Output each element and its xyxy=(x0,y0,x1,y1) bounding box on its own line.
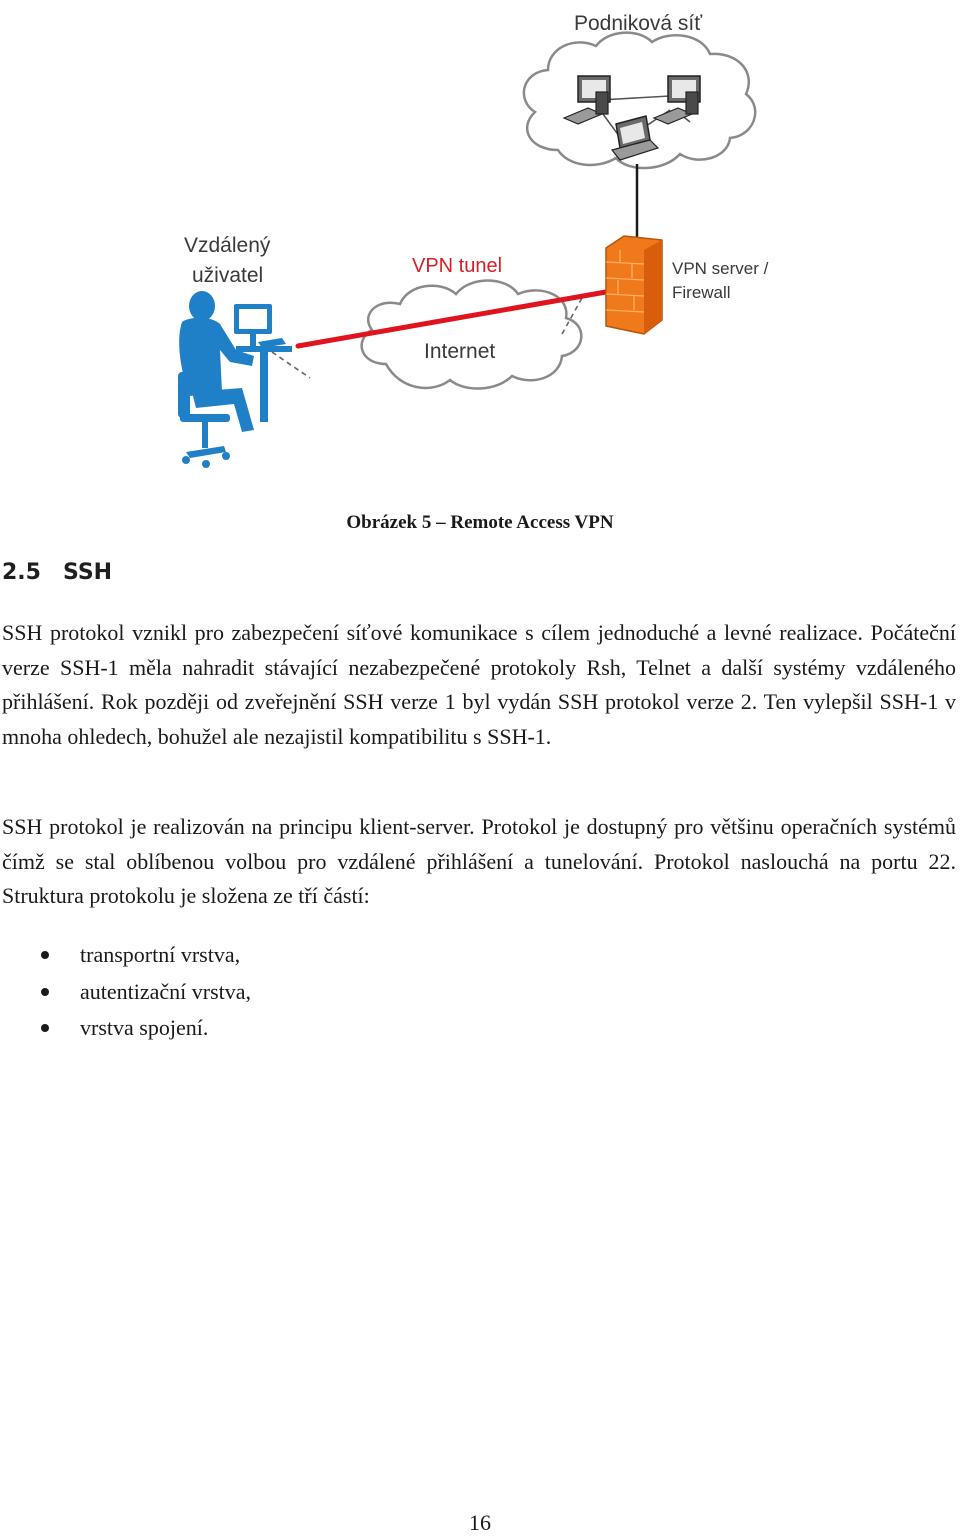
firewall-icon xyxy=(606,236,662,334)
remote-access-vpn-figure xyxy=(150,0,810,480)
list-item xyxy=(0,1010,251,1047)
list-item-text: vrstva spojení. xyxy=(80,1015,209,1040)
remote-user-label-line2: uživatel xyxy=(192,264,264,287)
paragraph: SSH protokol je realizován na principu klient-server. Protokol je dostupný pro většinu operačních systémů čímž se stal oblíbenou volbou pro vzdálené přihlášení a tunelování. Protokol naslouchá na portu 22. Struktura protokolu je složena ze tří částí: xyxy=(2,814,956,908)
bullet-icon xyxy=(41,1024,49,1032)
bullet-icon xyxy=(41,951,49,959)
vpn-server-label-line1: VPN server / xyxy=(672,259,769,278)
protocol-parts-list xyxy=(0,937,251,1047)
corporate-network-label: Podniková síť xyxy=(574,12,703,35)
internet-label: Internet xyxy=(424,340,496,363)
list-item xyxy=(0,937,251,974)
page-number: 16 xyxy=(469,1510,491,1535)
vpn-tunnel-label: VPN tunel xyxy=(412,255,503,277)
paragraph: SSH protokol vznikl pro zabezpečení síťové komunikace s cílem jednoduché a levné realizace. Počáteční verze SSH-1 měla nahradit stávající nezabezpečené protokoly Rsh, Telnet a další systémy vzdáleného přihlášení. Rok později od zveřejnění SSH verze 1 byl vydán SSH protokol verze 2. Ten vylepšil SSH-1 v mnoha ohledech, bohužel ale nezajistil kompatibilitu s SSH-1. xyxy=(2,620,956,749)
remote-user-label-line1: Vzdálený xyxy=(184,234,271,257)
vpn-server-label-line2: Firewall xyxy=(672,283,731,302)
vpn-diagram xyxy=(150,0,810,480)
internet-cloud xyxy=(362,281,582,389)
section-heading xyxy=(2,560,112,585)
list-item-text: transportní vrstva, xyxy=(80,942,241,967)
figure-caption: Obrázek 5 – Remote Access VPN xyxy=(346,512,614,533)
section-title: SSH xyxy=(62,560,113,585)
remote-user-icon xyxy=(178,291,292,468)
section-number: 2.5 xyxy=(2,560,41,585)
list-item-text: autentizační vrstva, xyxy=(80,978,252,1004)
list-item xyxy=(0,974,251,1011)
bullet-icon xyxy=(41,988,49,996)
